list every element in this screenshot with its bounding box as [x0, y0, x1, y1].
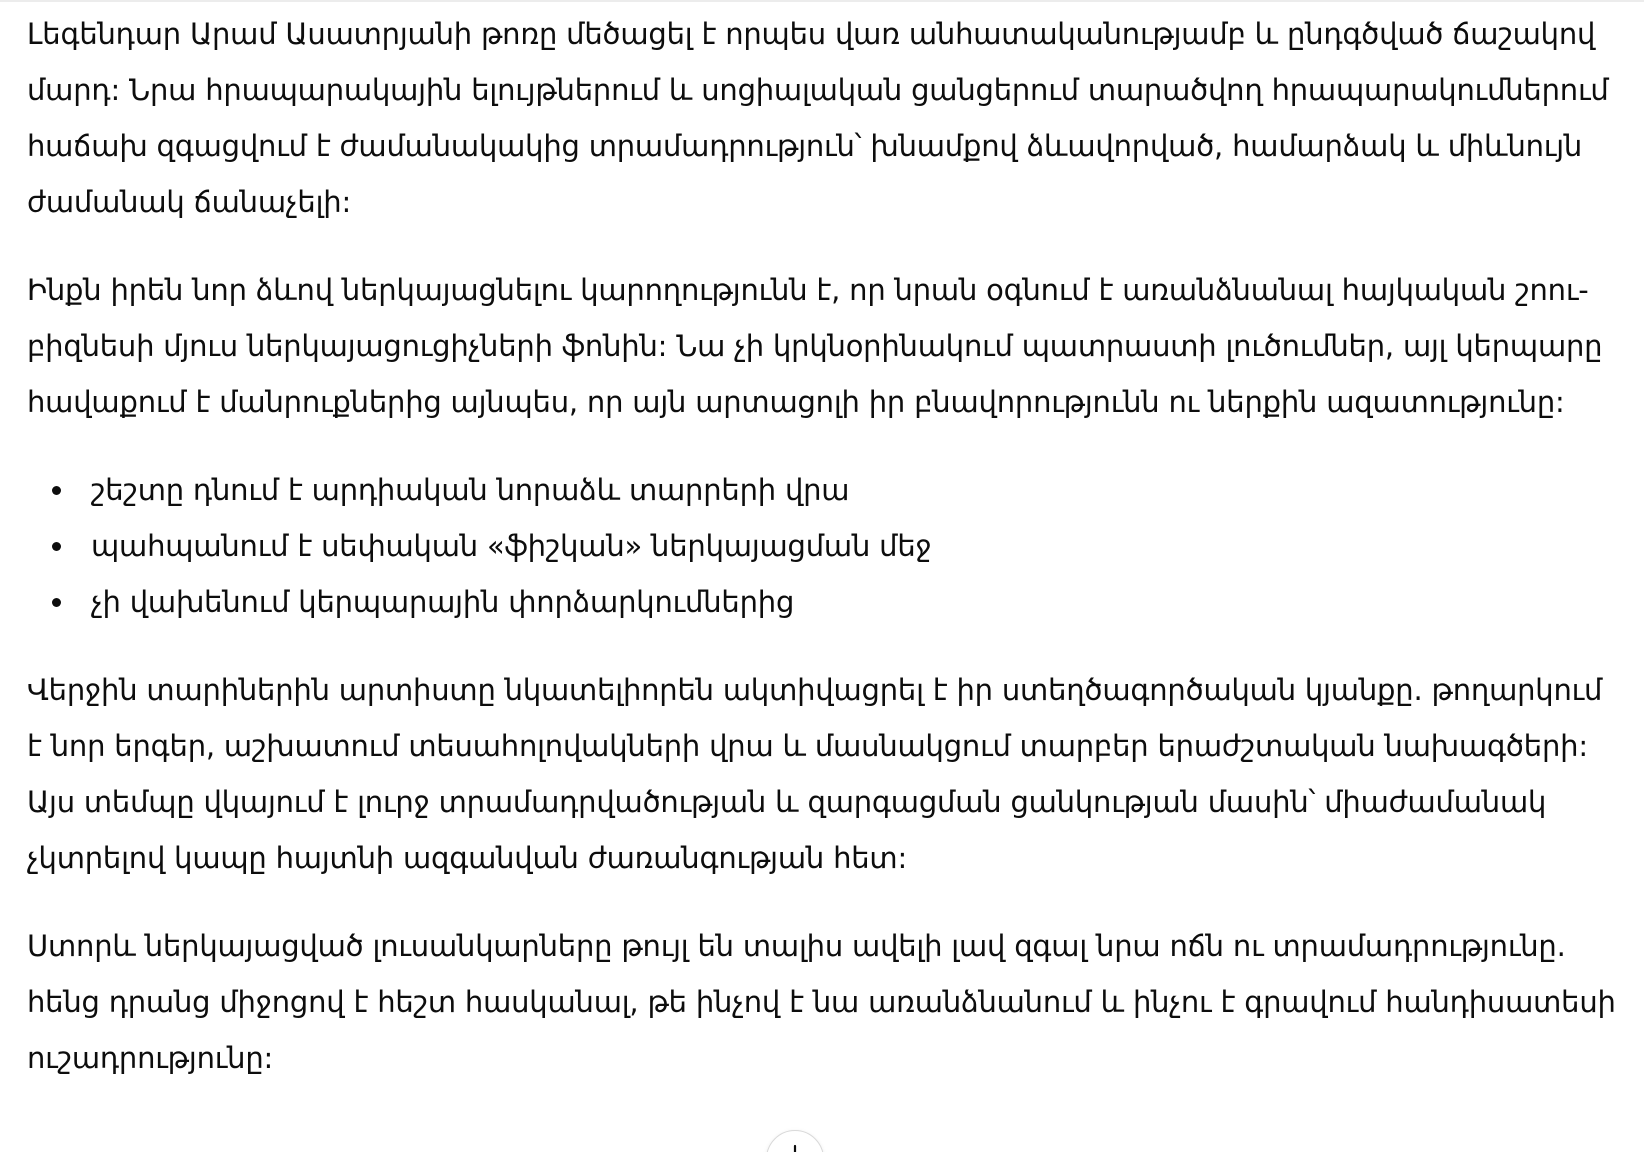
paragraph-style: Ինքն իրեն նոր ձևով ներկայացնելու կարողությունն է, որ նրան օգնում է առանձնանալ հայկական շոու-բիզնեսի մյուս ներկայացուցիչների ֆոնին: Նա չի կրկնօրինակում պատրաստի լուծումներ, այլ կերպարը հավաքում է մանրուքներից այնպես, որ այն արտացոլի իր բնավորությունն ու ներքին ազատությունը:	[27, 273, 1603, 419]
list-item-text: շեշտը դնում է արդիական նորաձև տարրերի վրա	[91, 473, 850, 507]
list-item-text: չի վախենում կերպարային փորձարկումներից	[91, 585, 795, 619]
paragraph-intro: Լեգենդար Արամ Ասատրյանի թոռը մեծացել է որպես վառ անհատականությամբ և ընդգծված ճաշակով մարդ: Նրա հրապարակային ելույթներում և սոցիալական ցանցերում տարածվող հրապարակումներում հաճախ զգացվում է ժամանակակից տրամադրություն՝ խնամքով ձևավորված, համարձակ և միևնույն ժամանակ ճանաչելի:	[27, 17, 1609, 219]
top-divider	[0, 0, 1644, 2]
scroll-to-bottom-button[interactable]	[766, 1130, 824, 1152]
list-item-text: պահպանում է սեփական «ֆիշկան» ներկայացման մեջ	[91, 529, 932, 563]
list-item	[27, 518, 1617, 574]
paragraph-career: Վերջին տարիներին արտիստը նկատելիորեն ակտիվացրել է իր ստեղծագործական կյանքը. թողարկում է նոր երգեր, աշխատում տեսահոլովակների վրա և մասնակցում տարբեր երաժշտական նախագծերի: Այս տեմպը վկայում է լուրջ տրամադրվածության և զարգացման ցանկության մասին՝ միաժամանակ չկտրելով կապը հայտնի ազգանվան ժառանգության հետ:	[27, 673, 1603, 875]
article-body	[27, 6, 1617, 1086]
bullet-dot-icon	[52, 598, 61, 607]
list-item	[27, 574, 1617, 630]
bullet-dot-icon	[52, 486, 61, 495]
paragraph-photos: Ստորև ներկայացված լուսանկարները թույլ են տալիս ավելի լավ զգալ նրա ոճն ու տրամադրությունը. հենց դրանց միջոցով է հեշտ հասկանալ, թե ինչով է նա առանձնանում և ինչու է գրավում հանդիսատեսի ուշադրությունը:	[27, 929, 1616, 1075]
feature-list	[27, 462, 1617, 630]
bullet-dot-icon	[52, 542, 61, 551]
list-item	[27, 462, 1617, 518]
arrow-down-icon	[784, 1143, 806, 1152]
